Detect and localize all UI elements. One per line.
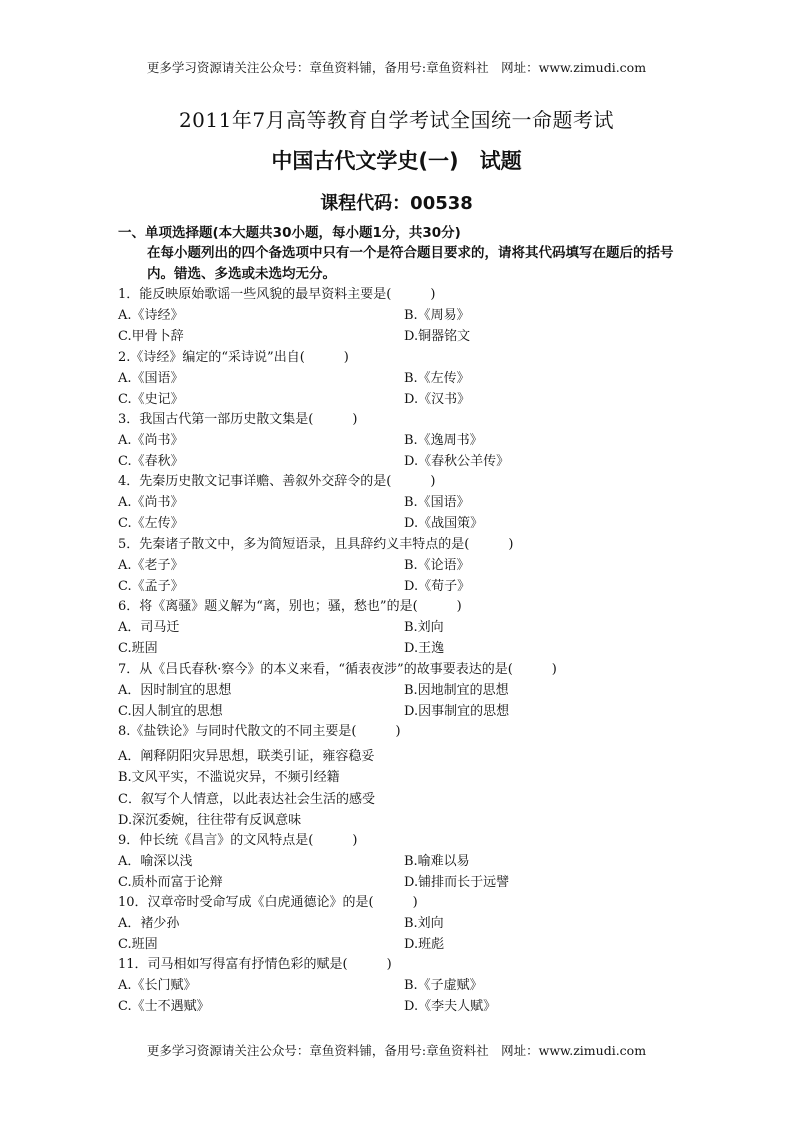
option-a: A.《老子》 bbox=[118, 558, 184, 573]
option-b: B.《国语》 bbox=[404, 495, 470, 510]
option-a: A．司马迁 bbox=[118, 620, 180, 635]
option-d: D.铺排而长于远譬 bbox=[404, 875, 510, 890]
exam-title: 2011年7月高等教育自学考试全国统一命题考试 bbox=[178, 108, 615, 132]
option-b: B.《左传》 bbox=[404, 371, 470, 386]
option-d: D.深沉委婉，往往带有反讽意味 bbox=[118, 813, 302, 828]
option-d: D.班彪 bbox=[404, 937, 445, 952]
option-d: D.《荀子》 bbox=[404, 579, 471, 594]
question-stem: 10．汉章帝时受命写成《白虎通德论》的是( ) bbox=[118, 895, 418, 910]
question-stem: 2.《诗经》编定的“采诗说”出自( ) bbox=[118, 350, 349, 365]
option-b: B.《子虚赋》 bbox=[404, 978, 483, 993]
option-d: D.《春秋公羊传》 bbox=[404, 454, 510, 469]
question-stem: 7．从《吕氏春秋·察今》的本义来看，“循表夜涉”的故事要表达的是( ) bbox=[118, 662, 557, 677]
option-b: B.喻难以易 bbox=[404, 854, 470, 869]
option-c: C.《士不遇赋》 bbox=[118, 999, 210, 1014]
option-b: B.文风平实，不滥说灾异，不频引经籍 bbox=[118, 770, 340, 785]
option-b: B.《逸周书》 bbox=[404, 433, 483, 448]
option-c: C.甲骨卜辞 bbox=[118, 329, 184, 344]
option-a: A．因时制宜的思想 bbox=[118, 683, 232, 698]
option-a: A．阐释阴阳灾异思想，联类引证，雍容稳妥 bbox=[118, 749, 375, 764]
option-c: C.质朴而富于论辩 bbox=[118, 875, 223, 890]
option-c: C.《左传》 bbox=[118, 516, 184, 531]
option-a: A.《尚书》 bbox=[118, 495, 184, 510]
option-c: C．叙写个人情意，以此表达社会生活的感受 bbox=[118, 792, 375, 807]
option-a: A．褚少孙 bbox=[118, 916, 180, 931]
option-b: B.《周易》 bbox=[404, 308, 470, 323]
question-stem: 4．先秦历史散文记事详赡、善叙外交辞令的是( ) bbox=[118, 474, 436, 489]
option-c: C.《春秋》 bbox=[118, 454, 184, 469]
option-c: C.《孟子》 bbox=[118, 579, 184, 594]
option-b: B.刘向 bbox=[404, 916, 444, 931]
option-a: A.《国语》 bbox=[118, 371, 184, 386]
option-b: B.《论语》 bbox=[404, 558, 470, 573]
question-stem: 11．司马相如写得富有抒情色彩的赋是( ) bbox=[118, 957, 392, 972]
question-stem: 6．将《离骚》题义解为“离，别也；骚，愁也”的是( ) bbox=[118, 599, 462, 614]
option-c: C.因人制宜的思想 bbox=[118, 704, 223, 719]
option-a: A．喻深以浅 bbox=[118, 854, 193, 869]
option-b: B.刘向 bbox=[404, 620, 444, 635]
course-code: 课程代码：00538 bbox=[320, 193, 473, 214]
question-stem: 8.《盐铁论》与同时代散文的不同主要是( ) bbox=[118, 724, 401, 739]
question-stem: 5．先秦诸子散文中，多为简短语录，且具辞约义丰特点的是( ) bbox=[118, 537, 514, 552]
option-a: A.《尚书》 bbox=[118, 433, 184, 448]
subject-title: 中国古代文学史(一) 试题 bbox=[271, 149, 522, 173]
option-b: B.因地制宜的思想 bbox=[404, 683, 509, 698]
option-d: D.《战国策》 bbox=[404, 516, 484, 531]
question-stem: 9．仲长统《昌言》的文风特点是( ) bbox=[118, 833, 358, 848]
option-c: C.班固 bbox=[118, 937, 158, 952]
option-a: A.《诗经》 bbox=[118, 308, 184, 323]
option-d: D.王逸 bbox=[404, 641, 445, 656]
option-d: D.《汉书》 bbox=[404, 392, 471, 407]
option-d: D.《李夫人赋》 bbox=[404, 999, 497, 1014]
question-stem: 1．能反映原始歌谣一些风貌的最早资料主要是( ) bbox=[118, 287, 436, 302]
option-d: D.因事制宜的思想 bbox=[404, 704, 510, 719]
option-c: C.《史记》 bbox=[118, 392, 184, 407]
header-notice: 更多学习资源请关注公众号：章鱼资料铺，备用号:章鱼资料社 网址：www.zimudi.com bbox=[146, 60, 647, 75]
option-a: A.《长门赋》 bbox=[118, 978, 197, 993]
option-c: C.班固 bbox=[118, 641, 158, 656]
section-heading: 一、单项选择题(本大题共30小题，每小题1分，共30分) bbox=[118, 225, 461, 241]
footer-notice: 更多学习资源请关注公众号：章鱼资料铺，备用号:章鱼资料社 网址：www.zimudi.com bbox=[146, 1043, 647, 1058]
option-d: D.铜器铭文 bbox=[404, 329, 471, 344]
question-stem: 3．我国古代第一部历史散文集是( ) bbox=[118, 412, 358, 427]
instructions: 在每小题列出的四个备选项中只有一个是符合题目要求的，请将其代码填写在题后的括号内。错选、多选或未选均无分。 bbox=[147, 245, 674, 282]
